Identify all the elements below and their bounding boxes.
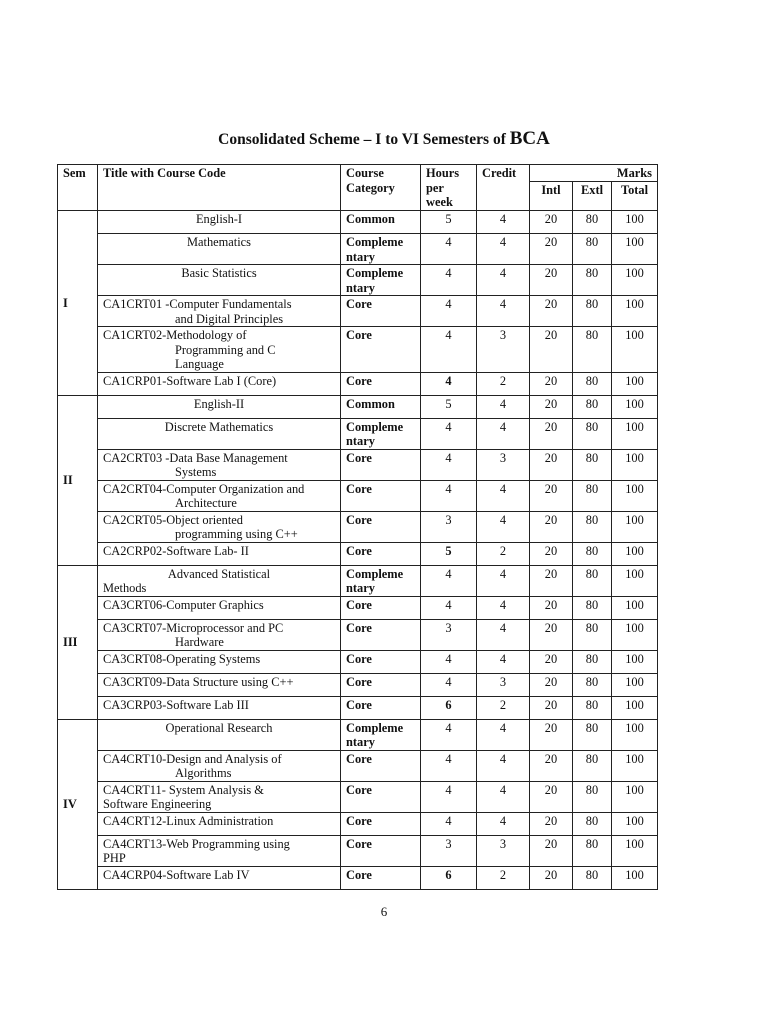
credit-cell: 4 [477,750,530,781]
credit-cell: 4 [477,511,530,542]
credit-cell: 4 [477,650,530,673]
course-title-cell [98,866,341,889]
table-row [58,511,658,542]
table-row [58,449,658,480]
course-title-line: CA2CRP02-Software Lab- II [103,543,249,558]
table-row [58,395,658,418]
intl-marks-cell: 20 [530,511,573,542]
hours-cell: 3 [421,511,477,542]
course-title-line: Discrete Mathematics [164,419,274,434]
extl-marks-cell: 80 [573,596,612,619]
course-title-line: Programming and C [175,342,276,357]
credit-cell: 4 [477,596,530,619]
course-title-cell [98,265,341,296]
course-title-line: CA4CRT10-Design and Analysis of [103,751,282,766]
course-title-cell [98,673,341,696]
course-category-cell: Core [341,327,421,373]
header-total: Total [612,181,658,211]
table-row [58,596,658,619]
course-title-line: English-II [193,396,245,411]
total-marks-cell: 100 [612,812,658,835]
credit-cell: 4 [477,781,530,812]
hours-cell: 4 [421,296,477,327]
extl-marks-cell: 80 [573,211,612,234]
total-marks-cell: 100 [612,619,658,650]
table-row [58,372,658,395]
course-title-line: Language [175,357,224,371]
total-marks-cell: 100 [612,511,658,542]
intl-marks-cell: 20 [530,211,573,234]
table-row [58,542,658,565]
course-title-line: CA4CRT12-Linux Administration [103,813,274,828]
course-title-line: Methods [103,581,147,595]
intl-marks-cell: 20 [530,449,573,480]
course-title-cell [98,542,341,565]
table-row [58,418,658,449]
header-extl: Extl [573,181,612,211]
credit-cell: 4 [477,296,530,327]
table-row [58,211,658,234]
extl-marks-cell: 80 [573,449,612,480]
course-category-cell: Core [341,835,421,866]
hours-cell: 5 [421,395,477,418]
table-row [58,265,658,296]
credit-cell: 4 [477,395,530,418]
credit-cell: 3 [477,449,530,480]
semester-label: III [58,565,98,719]
course-title-line: Advanced Statistical [167,566,271,581]
course-category-cell: Core [341,781,421,812]
extl-marks-cell: 80 [573,750,612,781]
hours-cell: 6 [421,866,477,889]
hours-cell: 5 [421,542,477,565]
hours-cell: 3 [421,835,477,866]
course-category-cell: Common [341,395,421,418]
course-title-line: CA1CRP01-Software Lab I (Core) [103,373,277,388]
scheme-table-body [58,165,658,890]
total-marks-cell: 100 [612,418,658,449]
intl-marks-cell: 20 [530,395,573,418]
header-category [341,165,421,211]
hours-cell: 6 [421,696,477,719]
course-category-part1: Compleme [346,235,404,249]
course-title-cell [98,781,341,812]
intl-marks-cell: 20 [530,750,573,781]
extl-marks-cell: 80 [573,542,612,565]
total-marks-cell: 100 [612,372,658,395]
course-title-line: PHP [103,851,126,865]
table-row [58,781,658,812]
course-title-line: CA3CRT07-Microprocessor and PC [103,620,284,635]
total-marks-cell: 100 [612,596,658,619]
course-title-line: Algorithms [175,766,232,780]
course-title-line: Architecture [175,496,237,510]
course-category-part1: Compleme [346,720,404,735]
credit-cell: 4 [477,234,530,265]
course-category-cell: Core [341,596,421,619]
course-category-cell: Core [341,296,421,327]
extl-marks-cell: 80 [573,234,612,265]
intl-marks-cell: 20 [530,835,573,866]
course-category-cell [341,719,421,750]
intl-marks-cell: 20 [530,234,573,265]
total-marks-cell: 100 [612,750,658,781]
course-title-line: CA4CRT13-Web Programming using [103,836,290,851]
intl-marks-cell: 20 [530,812,573,835]
course-title-cell [98,327,341,373]
course-title-line: programming using C++ [175,527,298,541]
intl-marks-cell: 20 [530,596,573,619]
extl-marks-cell: 80 [573,812,612,835]
course-category-cell: Common [341,211,421,234]
course-title-line: Software Engineering [103,797,212,811]
hours-cell: 4 [421,265,477,296]
course-category-part2: ntary [346,280,375,295]
table-row [58,296,658,327]
extl-marks-cell: 80 [573,327,612,373]
extl-marks-cell: 80 [573,781,612,812]
header-category-line2: Category [346,180,395,195]
intl-marks-cell: 20 [530,542,573,565]
page-number: 6 [380,904,388,919]
course-title-line: CA3CRP03-Software Lab III [103,697,249,712]
hours-cell: 4 [421,449,477,480]
intl-marks-cell: 20 [530,418,573,449]
hours-cell: 4 [421,327,477,373]
header-hours [421,165,477,211]
intl-marks-cell: 20 [530,619,573,650]
extl-marks-cell: 80 [573,673,612,696]
table-row [58,327,658,373]
course-category-cell: Core [341,750,421,781]
intl-marks-cell: 20 [530,781,573,812]
hours-cell: 3 [421,619,477,650]
credit-cell: 4 [477,265,530,296]
extl-marks-cell: 80 [573,511,612,542]
header-hours-line3: week [426,195,453,209]
course-title-cell [98,750,341,781]
header-marks: Marks [530,165,658,182]
total-marks-cell: 100 [612,480,658,511]
hours-cell: 4 [421,812,477,835]
table-row [58,673,658,696]
hours-cell: 4 [421,372,477,395]
total-marks-cell: 100 [612,327,658,373]
credit-cell: 4 [477,211,530,234]
credit-cell: 2 [477,542,530,565]
course-title-cell [98,812,341,835]
credit-cell: 4 [477,418,530,449]
extl-marks-cell: 80 [573,619,612,650]
credit-cell: 4 [477,480,530,511]
hours-cell: 4 [421,596,477,619]
credit-cell: 2 [477,696,530,719]
header-category-line1: Course [346,166,384,180]
hours-cell: 4 [421,565,477,596]
course-title-line: Basic Statistics [181,266,257,280]
total-marks-cell: 100 [612,265,658,296]
semester-label: II [58,395,98,565]
course-category-cell: Core [341,696,421,719]
hours-cell: 5 [421,211,477,234]
table-row [58,719,658,750]
total-marks-cell: 100 [612,866,658,889]
hours-cell: 4 [421,418,477,449]
course-title-line: Systems [175,465,217,479]
credit-cell: 4 [477,719,530,750]
intl-marks-cell: 20 [530,650,573,673]
table-row [58,480,658,511]
intl-marks-cell: 20 [530,565,573,596]
header-credit: Credit [477,165,530,211]
course-title-cell [98,480,341,511]
hours-cell: 4 [421,480,477,511]
table-row [58,650,658,673]
course-title-cell [98,395,341,418]
course-title-line: CA3CRT06-Computer Graphics [103,597,264,612]
course-title-cell [98,372,341,395]
extl-marks-cell: 80 [573,650,612,673]
total-marks-cell: 100 [612,650,658,673]
course-category-cell: Core [341,812,421,835]
semester-label: IV [58,719,98,889]
hours-cell: 4 [421,750,477,781]
course-title-line: CA1CRT02-Methodology of [103,328,247,342]
header-hours-line2: per [426,180,444,195]
course-title-line: CA2CRT05-Object oriented [103,512,243,527]
hours-cell: 4 [421,234,477,265]
course-title-line: English-I [195,212,243,226]
header-intl: Intl [530,181,573,211]
hours-cell: 4 [421,673,477,696]
course-category-cell [341,565,421,596]
header-title: Title with Course Code [98,165,341,211]
course-title-cell [98,511,341,542]
header-hours-line1: Hours [426,166,460,180]
intl-marks-cell: 20 [530,673,573,696]
hours-cell: 4 [421,781,477,812]
course-category-part2: ntary [346,434,375,448]
course-category-part1: Compleme [346,419,404,434]
extl-marks-cell: 80 [573,866,612,889]
total-marks-cell: 100 [612,565,658,596]
course-title-line: Mathematics [187,235,251,249]
table-row [58,835,658,866]
course-title-line: Hardware [175,635,224,649]
course-category-cell: Core [341,372,421,395]
course-title-cell [98,234,341,265]
total-marks-cell: 100 [612,696,658,719]
course-category-cell [341,265,421,296]
intl-marks-cell: 20 [530,265,573,296]
total-marks-cell: 100 [612,673,658,696]
title-program: BCA [509,128,550,149]
course-title-cell [98,719,341,750]
course-title-line: and Digital Principles [175,311,284,326]
credit-cell: 4 [477,812,530,835]
course-title-line: CA3CRT09-Data Structure using C++ [103,674,294,689]
intl-marks-cell: 20 [530,372,573,395]
course-category-cell: Core [341,650,421,673]
table-row [58,619,658,650]
course-title-cell [98,418,341,449]
intl-marks-cell: 20 [530,327,573,373]
course-category-cell: Core [341,449,421,480]
total-marks-cell: 100 [612,211,658,234]
credit-cell: 2 [477,372,530,395]
course-title-cell [98,565,341,596]
course-category-cell: Core [341,480,421,511]
intl-marks-cell: 20 [530,696,573,719]
course-title-cell [98,596,341,619]
course-title-cell [98,835,341,866]
total-marks-cell: 100 [612,234,658,265]
course-title-line: CA4CRT11- System Analysis & [103,782,264,797]
title-main: Consolidated Scheme – I to VI Semesters of [218,131,510,148]
intl-marks-cell: 20 [530,296,573,327]
extl-marks-cell: 80 [573,372,612,395]
extl-marks-cell: 80 [573,719,612,750]
extl-marks-cell: 80 [573,418,612,449]
total-marks-cell: 100 [612,781,658,812]
header-row [58,165,658,182]
course-title-cell [98,449,341,480]
course-title-line: CA2CRT04-Computer Organization and [103,481,305,496]
course-title-cell [98,619,341,650]
intl-marks-cell: 20 [530,866,573,889]
extl-marks-cell: 80 [573,265,612,296]
header-sem: Sem [58,165,98,211]
course-category-part2: ntary [346,581,375,595]
document-title [0,128,768,150]
credit-cell: 4 [477,565,530,596]
course-title-cell [98,211,341,234]
course-title-line: CA4CRP04-Software Lab IV [103,867,250,882]
credit-cell: 4 [477,619,530,650]
total-marks-cell: 100 [612,719,658,750]
table-row [58,565,658,596]
total-marks-cell: 100 [612,296,658,327]
credit-cell: 3 [477,673,530,696]
extl-marks-cell: 80 [573,296,612,327]
credit-cell: 2 [477,866,530,889]
hours-cell: 4 [421,719,477,750]
total-marks-cell: 100 [612,835,658,866]
extl-marks-cell: 80 [573,395,612,418]
course-title-cell [98,650,341,673]
table-row [58,696,658,719]
extl-marks-cell: 80 [573,696,612,719]
hours-cell: 4 [421,650,477,673]
course-category-part1: Compleme [346,266,404,280]
course-title-cell [98,296,341,327]
course-category-cell [341,418,421,449]
course-category-cell: Core [341,542,421,565]
course-title-line: CA2CRT03 -Data Base Management [103,450,288,465]
course-category-cell: Core [341,673,421,696]
extl-marks-cell: 80 [573,565,612,596]
total-marks-cell: 100 [612,395,658,418]
course-title-line: CA1CRT01 -Computer Fundamentals [103,297,292,311]
credit-cell: 3 [477,835,530,866]
course-category-cell: Core [341,511,421,542]
course-category-part2: ntary [346,249,375,264]
total-marks-cell: 100 [612,449,658,480]
total-marks-cell: 100 [612,542,658,565]
extl-marks-cell: 80 [573,835,612,866]
table-row [58,234,658,265]
course-title-line: CA3CRT08-Operating Systems [103,651,261,666]
course-title-cell [98,696,341,719]
course-category-part2: ntary [346,735,375,749]
extl-marks-cell: 80 [573,480,612,511]
table-row [58,866,658,889]
table-row [58,750,658,781]
course-category-cell [341,234,421,265]
table-row [58,812,658,835]
credit-cell: 3 [477,327,530,373]
course-category-cell: Core [341,866,421,889]
intl-marks-cell: 20 [530,719,573,750]
course-title-line: Operational Research [165,720,273,735]
scheme-table [57,164,658,890]
semester-label: I [58,211,98,396]
course-category-cell: Core [341,619,421,650]
course-category-part1: Compleme [346,566,404,581]
intl-marks-cell: 20 [530,480,573,511]
